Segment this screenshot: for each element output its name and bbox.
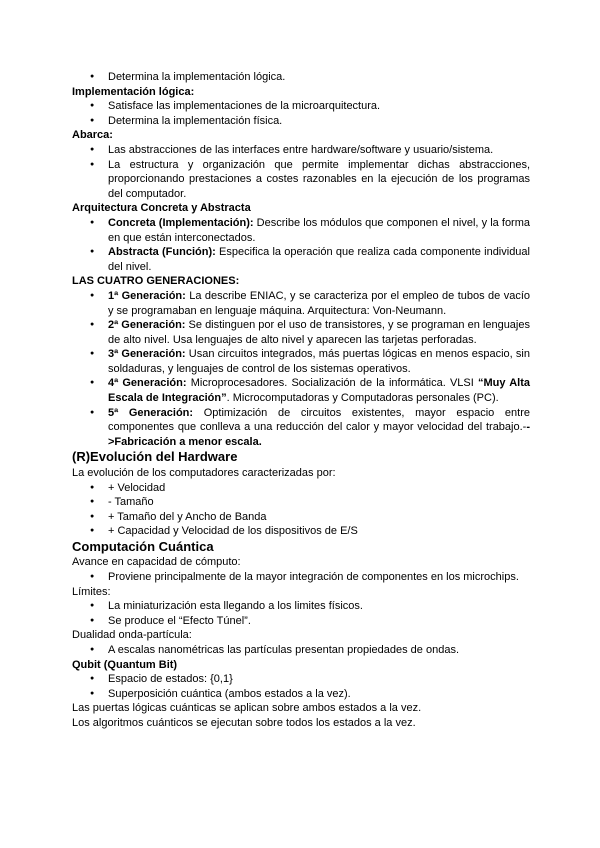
list-item <box>72 245 530 274</box>
desc-gen-1: La describe ENIAC, y se caracteriza por el empleo de tubos de vacío y se programaban en lenguaje máquina. Arquitectura: Von-Neumann. <box>108 289 530 317</box>
list-item: ● Proviene principalmente de la mayor integración de componentes en los microchips. <box>72 570 530 585</box>
list-item: ● Superposición cuántica (ambos estados a la vez). <box>72 687 530 702</box>
heading-arquitectura: Arquitectura Concreta y Abstracta <box>72 202 251 215</box>
paragraph-puertas: Las puertas lógicas cuánticas se aplican sobre ambos estados a la vez. <box>72 702 422 715</box>
heading-qubit: Qubit (Quantum Bit) <box>72 658 178 671</box>
list-item <box>72 376 530 405</box>
desc-gen-4-end: . Microcomputadoras y Computadoras personales (PC). <box>226 392 499 405</box>
list-item: ● - Tamaño <box>72 495 530 510</box>
list-avance <box>72 570 530 585</box>
list-item <box>72 289 530 318</box>
paragraph-algoritmos: Los algoritmos cuánticos se ejecutan sobre todos los estados a la vez. <box>72 716 416 729</box>
list-arquitectura <box>72 216 530 274</box>
term-concreta: Concreta (Implementación): <box>108 216 254 229</box>
list-item: ● Determina la implementación lógica. <box>72 70 530 85</box>
paragraph-evolucion: La evolución de los computadores caracterizadas por: <box>72 466 336 479</box>
desc-gen-3: Usan circuitos integrados, más puertas lógicas en menos espacio, sin soldaduras, y lenguajes de control de los sistemas operativos. <box>108 348 530 375</box>
list-limites <box>72 599 530 628</box>
list-item: ● Satisface las implementaciones de la microarquitectura. <box>72 99 530 114</box>
list-item: ● La miniaturización esta llegando a los limites físicos. <box>72 599 530 614</box>
desc-gen-5: Optimización de circuitos existentes, mayor espacio entre componentes que conlleva a una reducción del calor y mayor velocidad del trabajo.- <box>108 406 530 434</box>
desc-gen-4: Microprocesadores. Socialización de la informática. VLSI <box>186 377 478 390</box>
list-item: ● Determina la implementación física. <box>72 114 530 129</box>
term-gen-5: 5ª Generación: <box>108 406 194 419</box>
paragraph-dualidad: Dualidad onda-partícula: <box>72 629 192 642</box>
heading-implementacion-logica: Implementación lógica: <box>72 85 195 98</box>
list-item <box>72 347 530 376</box>
list-generaciones <box>72 289 530 450</box>
list-logic-top <box>72 70 530 85</box>
list-item: ● A escalas nanométricas las partículas presentan propiedades de ondas. <box>72 643 530 658</box>
list-dualidad <box>72 643 530 658</box>
desc-abstracta: Especifica la operación que realiza cada componente individual del nivel. <box>108 246 530 273</box>
desc-gen-2: Se distinguen por el uso de transistores, y se programan en lenguajes de alto nivel. Usa lenguajes de alto nivel y aparecen las tarjetas perforadas. <box>108 319 530 346</box>
term-abstracta: Abstracta (Función): <box>108 246 216 259</box>
list-abarca <box>72 143 530 201</box>
list-item: ● + Tamaño del y Ancho de Banda <box>72 510 530 525</box>
list-item: ● + Capacidad y Velocidad de los dispositivos de E/S <box>72 524 530 539</box>
paragraph-limites: Límites: <box>72 585 111 598</box>
list-item: ● Las abstracciones de las interfaces entre hardware/software y usuario/sistema. <box>72 143 530 158</box>
list-item: ● Se produce el “Efecto Túnel”. <box>72 614 530 629</box>
heading-evolucion: (R)Evolución del Hardware <box>72 449 238 465</box>
list-item: ● La estructura y organización que permite implementar dichas abstracciones, proporcionando prestaciones a costes razonables en la ejecución de los programas del computador. <box>72 158 530 202</box>
list-implementacion-logica <box>72 99 530 128</box>
heading-computacion-cuantica: Computación Cuántica <box>72 538 214 554</box>
term-gen-3: 3ª Generación: <box>108 348 186 361</box>
term-fabricacion: ->Fabricación a menor escala. <box>108 421 530 448</box>
heading-abarca: Abarca: <box>72 129 113 142</box>
list-evolucion <box>72 481 530 539</box>
document-page <box>72 70 530 731</box>
term-gen-4: 4ª Generación: <box>108 377 187 390</box>
list-qubit <box>72 672 530 701</box>
list-item: ● + Velocidad <box>72 481 530 496</box>
list-item <box>72 318 530 347</box>
list-item <box>72 406 530 450</box>
list-item: ● Espacio de estados: {0,1} <box>72 672 530 687</box>
list-item <box>72 216 530 245</box>
term-vlsi: “Muy Alta Escala de Integración” <box>108 377 531 405</box>
paragraph-avance: Avance en capacidad de cómputo: <box>72 556 241 569</box>
heading-generaciones: LAS CUATRO GENERACIONES: <box>72 275 240 288</box>
desc-concreta: Describe los módulos que componen el nivel, y la forma en que están interconectados. <box>108 216 531 244</box>
term-gen-2: 2ª Generación: <box>108 319 186 332</box>
term-gen-1: 1ª Generación: <box>108 289 186 302</box>
